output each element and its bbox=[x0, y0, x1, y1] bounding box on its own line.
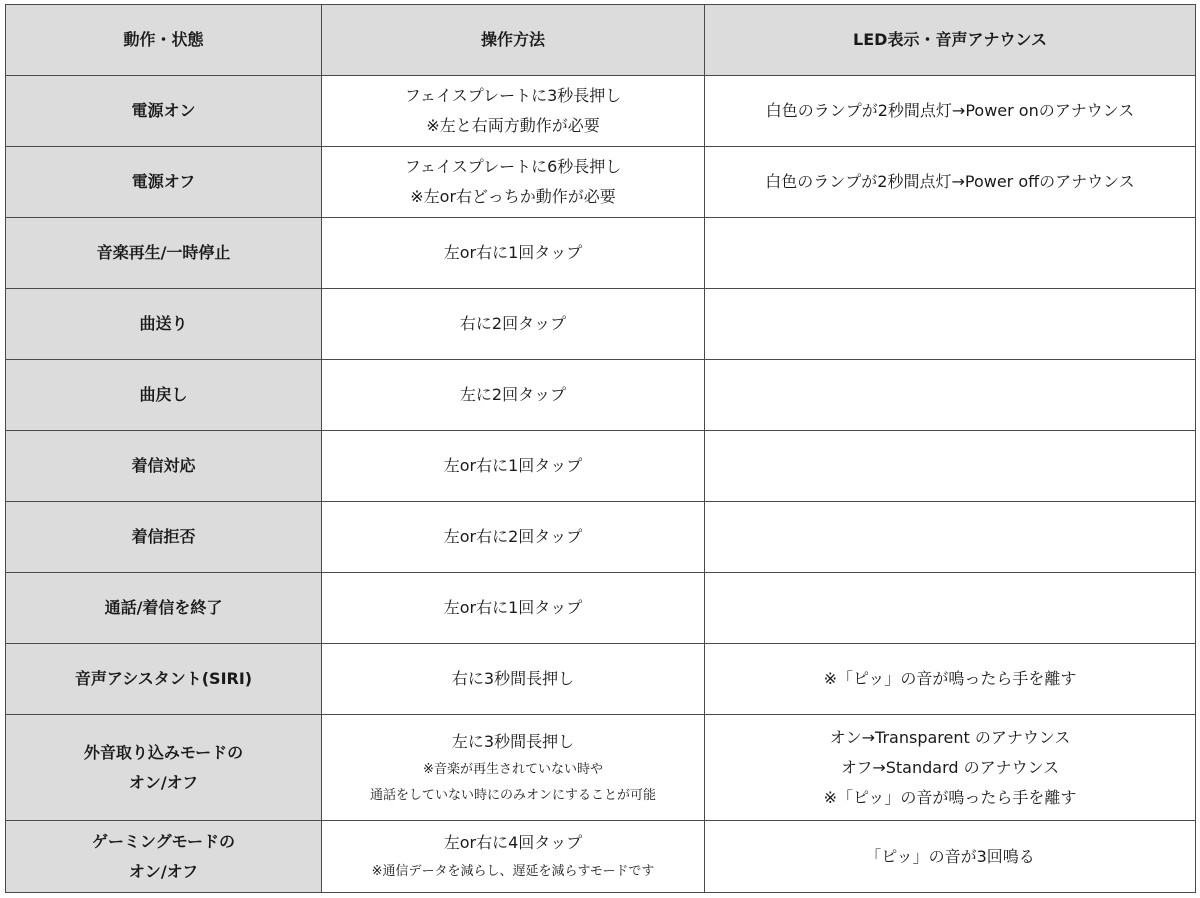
led-text: 白色のランプが2秒間点灯→Power offのアナウンス bbox=[765, 172, 1135, 191]
controls-table bbox=[5, 4, 1196, 893]
table-row bbox=[6, 147, 1196, 218]
action-cell bbox=[6, 431, 322, 502]
table-row bbox=[6, 218, 1196, 289]
action-text: 外音取り込みモードの bbox=[83, 742, 244, 762]
led-cell bbox=[705, 360, 1196, 431]
operation-text: 右に3秒間長押し bbox=[451, 669, 575, 688]
led-cell bbox=[705, 147, 1196, 218]
led-text: オン→Transparent のアナウンス bbox=[829, 727, 1071, 747]
header-led: LED表示・音声アナウンス bbox=[705, 5, 1196, 76]
operation-text: 左or右に1回タップ bbox=[443, 598, 583, 617]
operation-cell bbox=[322, 218, 705, 289]
table-header-row bbox=[6, 5, 1196, 76]
led-text: 「ピッ」の音が3回鳴る bbox=[865, 846, 1035, 866]
operation-text: ※左or右どっちか動作が必要 bbox=[410, 187, 616, 206]
action-text: オン/オフ bbox=[128, 772, 199, 792]
led-cell bbox=[705, 218, 1196, 289]
action-cell bbox=[6, 218, 322, 289]
led-cell bbox=[705, 821, 1196, 893]
operation-cell bbox=[322, 821, 705, 893]
led-text: オフ→Standard のアナウンス bbox=[840, 757, 1060, 777]
action-cell bbox=[6, 715, 322, 821]
operation-text: 左に2回タップ bbox=[459, 385, 567, 404]
action-text: 電源オン bbox=[131, 101, 196, 120]
led-text: ※「ピッ」の音が鳴ったら手を離す bbox=[823, 669, 1077, 688]
action-text: 音声アシスタント(SIRI) bbox=[74, 669, 253, 688]
operation-text: 右に2回タップ bbox=[459, 314, 567, 333]
controls-table-container bbox=[5, 4, 1195, 893]
operation-text: フェイスプレートに3秒長押し bbox=[404, 86, 622, 105]
table-row bbox=[6, 360, 1196, 431]
led-cell bbox=[705, 431, 1196, 502]
operation-cell bbox=[322, 289, 705, 360]
table-row bbox=[6, 431, 1196, 502]
action-text: 曲戻し bbox=[139, 385, 188, 404]
operation-text: 左or右に4回タップ bbox=[443, 832, 583, 852]
action-text: ゲーミングモードの bbox=[91, 831, 236, 851]
table-row bbox=[6, 573, 1196, 644]
operation-text: フェイスプレートに6秒長押し bbox=[404, 157, 622, 176]
action-cell bbox=[6, 573, 322, 644]
action-text: 通話/着信を終了 bbox=[104, 598, 223, 617]
action-text: オン/オフ bbox=[128, 861, 199, 881]
action-cell bbox=[6, 289, 322, 360]
operation-text: 左or右に1回タップ bbox=[443, 243, 583, 262]
operation-note: 通話をしていない時にのみオンにすることが可能 bbox=[369, 787, 656, 803]
action-cell bbox=[6, 502, 322, 573]
operation-cell bbox=[322, 573, 705, 644]
operation-cell bbox=[322, 715, 705, 821]
action-text: 電源オフ bbox=[131, 172, 196, 191]
header-operation: 操作方法 bbox=[322, 5, 705, 76]
operation-cell bbox=[322, 147, 705, 218]
led-cell bbox=[705, 644, 1196, 715]
operation-cell bbox=[322, 644, 705, 715]
led-cell bbox=[705, 502, 1196, 573]
action-cell bbox=[6, 821, 322, 893]
operation-text: ※左と右両方動作が必要 bbox=[426, 116, 600, 135]
led-cell bbox=[705, 715, 1196, 821]
operation-text: 左or右に1回タップ bbox=[443, 456, 583, 475]
operation-cell bbox=[322, 431, 705, 502]
operation-note: ※音楽が再生されていない時や bbox=[423, 761, 603, 777]
operation-text: 左or右に2回タップ bbox=[443, 527, 583, 546]
action-text: 着信対応 bbox=[131, 456, 196, 475]
action-cell bbox=[6, 147, 322, 218]
led-cell bbox=[705, 289, 1196, 360]
action-cell bbox=[6, 360, 322, 431]
led-text: ※「ピッ」の音が鳴ったら手を離す bbox=[823, 787, 1077, 807]
led-cell bbox=[705, 76, 1196, 147]
led-text: 白色のランプが2秒間点灯→Power onのアナウンス bbox=[765, 101, 1135, 120]
action-text: 曲送り bbox=[139, 314, 188, 333]
table-row bbox=[6, 821, 1196, 893]
action-cell bbox=[6, 76, 322, 147]
action-cell bbox=[6, 644, 322, 715]
table-row bbox=[6, 289, 1196, 360]
operation-note: ※通信データを減らし、遅延を減らすモードです bbox=[371, 863, 655, 879]
table-row bbox=[6, 502, 1196, 573]
operation-text: 左に3秒間長押し bbox=[451, 731, 575, 751]
action-text: 着信拒否 bbox=[131, 527, 196, 546]
operation-cell bbox=[322, 360, 705, 431]
header-action: 動作・状態 bbox=[6, 5, 322, 76]
action-text: 音楽再生/一時停止 bbox=[96, 243, 231, 262]
led-cell bbox=[705, 573, 1196, 644]
table-body bbox=[6, 76, 1196, 893]
table-row bbox=[6, 715, 1196, 821]
table-row bbox=[6, 644, 1196, 715]
operation-cell bbox=[322, 502, 705, 573]
table-row bbox=[6, 76, 1196, 147]
operation-cell bbox=[322, 76, 705, 147]
